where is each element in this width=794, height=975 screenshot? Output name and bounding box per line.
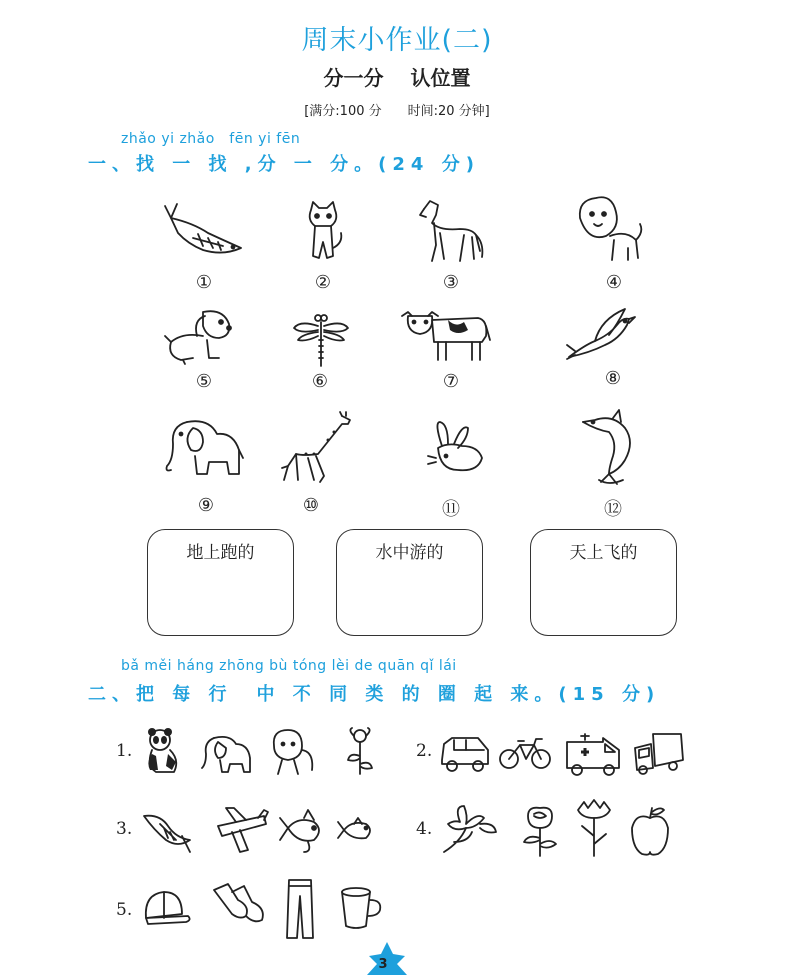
answer-box-sky[interactable] <box>530 529 677 636</box>
animal-number: ⑩ <box>302 495 320 516</box>
animal-number: ⑧ <box>604 368 622 389</box>
animal-number: ⑨ <box>197 495 215 516</box>
page-title: 周末小作业(二) <box>301 25 493 56</box>
panda-icon[interactable] <box>140 726 190 776</box>
answer-box-water[interactable] <box>336 529 483 636</box>
carnation-icon[interactable] <box>572 800 622 850</box>
row-label: 5. <box>116 900 133 920</box>
answer-box-label: 天上飞的 <box>569 543 638 563</box>
apple-icon[interactable] <box>628 804 678 854</box>
page-number: 3 <box>378 957 388 972</box>
cup-icon[interactable] <box>338 884 388 934</box>
bird-icon <box>565 305 645 375</box>
animal-number: ③ <box>442 272 460 293</box>
dragonfly-icon <box>280 310 360 380</box>
fish-icon[interactable] <box>140 806 190 856</box>
row-label: 2. <box>416 741 433 761</box>
giraffe-icon <box>278 410 358 480</box>
truck-icon[interactable] <box>631 730 681 780</box>
fish-icon <box>163 198 243 268</box>
elephant-icon <box>163 414 243 484</box>
lion-icon[interactable] <box>268 726 318 776</box>
row-label: 3. <box>116 819 133 839</box>
section2-pinyin: bǎ měi háng zhōng bù tóng lèi de quān qǐ lái <box>121 658 457 674</box>
answer-box-label: 水中游的 <box>375 543 444 563</box>
animal-number: ⑦ <box>442 371 460 392</box>
cow-icon <box>398 306 478 376</box>
animal-number: ⑥ <box>311 371 329 392</box>
answer-box-land[interactable] <box>147 529 294 636</box>
trousers-icon[interactable] <box>285 876 335 926</box>
page-subtitle <box>0 62 794 91</box>
subtitle-left: 分一分 <box>323 66 384 90</box>
row-label: 4. <box>416 819 433 839</box>
subtitle-right: 认位置 <box>410 66 471 90</box>
section1-pinyin: zhǎo yi zhǎo fēn yi fēn <box>121 131 301 147</box>
animal-number: ⑫ <box>604 499 622 520</box>
small-fish-icon[interactable] <box>336 810 386 860</box>
goldfish-icon[interactable] <box>278 806 328 856</box>
horse-icon <box>410 195 490 265</box>
cap-icon[interactable] <box>142 884 192 934</box>
lion-icon <box>570 192 650 262</box>
flower-icon[interactable] <box>340 726 390 776</box>
row-label: 1. <box>116 741 133 761</box>
rose-icon[interactable] <box>518 804 568 854</box>
section2-heading: 二、把 每 行 中 不 同 类 的 圈 起 来。(15 分) <box>88 684 661 705</box>
socks-icon[interactable] <box>210 880 260 930</box>
animal-number: ④ <box>605 272 623 293</box>
bicycle-icon[interactable] <box>498 733 548 783</box>
animal-number: ① <box>195 272 213 293</box>
airplane-icon[interactable] <box>214 806 264 856</box>
section1-heading: 一、找 一 找 ,分 一 分。(24 分) <box>88 154 480 175</box>
animal-number: ⑪ <box>442 499 460 520</box>
elephant-icon[interactable] <box>200 730 250 780</box>
cat-icon <box>283 198 363 268</box>
ambulance-icon[interactable] <box>563 726 613 776</box>
jeep-icon[interactable] <box>438 730 488 780</box>
lily-icon[interactable] <box>440 802 490 852</box>
dolphin-icon <box>573 408 653 478</box>
dog-icon <box>163 306 243 376</box>
animal-number: ② <box>314 272 332 293</box>
score-info: [满分:100 分 时间:20 分钟] <box>304 104 490 119</box>
rabbit-icon <box>418 418 498 488</box>
answer-box-label: 地上跑的 <box>186 543 255 563</box>
animal-number: ⑤ <box>195 371 213 392</box>
